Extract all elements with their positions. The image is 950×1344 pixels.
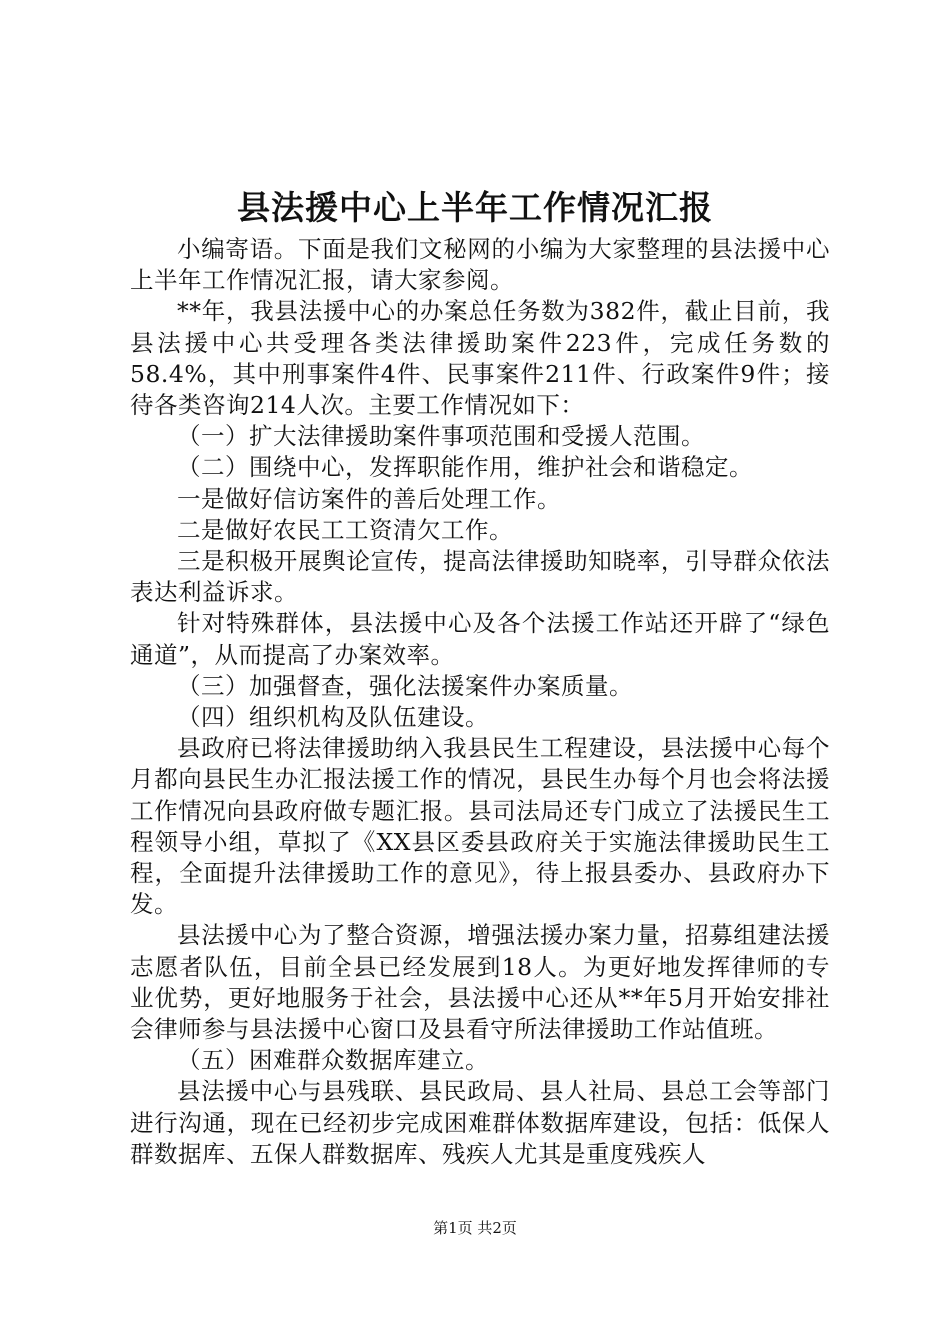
list-item-2: 二是做好农民工工资清欠工作。	[177, 515, 513, 544]
section-heading-4: （四）组织机构及队伍建设。	[177, 703, 489, 732]
document-body	[130, 234, 830, 1170]
list-item-1: 一是做好信访案件的善后处理工作。	[177, 484, 561, 513]
paragraph-database: 县法援中心与县残联、县民政局、县人社局、县总工会等部门进行沟通，现在已经初步完成困难群体数据库建设，包括：低保人群数据库、五保人群数据库、残疾人尤其是重度残疾人	[130, 1077, 830, 1168]
list-item-3: 三是积极开展舆论宣传，提高法律援助知晓率，引导群众依法表达利益诉求。	[130, 547, 830, 607]
section-heading-3: （三）加强督查，强化法援案件办案质量。	[177, 671, 633, 700]
paragraph-volunteers: 县法援中心为了整合资源，增强法援办案力量，招募组建法援志愿者队伍，目前全县已经发展到18人。为更好地发挥律师的专业优势，更好地服务于社会，县法援中心还从**年5月开始安排社会律师参与县法援中心窗口及县看守所法律援助工作站值班。	[130, 921, 830, 1044]
section-heading-2: （二）围绕中心，发挥职能作用，维护社会和谐稳定。	[177, 453, 753, 482]
paragraph-summary: **年，我县法援中心的办案总任务数为382件，截止目前，我县法援中心共受理各类法律援助案件223件，完成任务数的58.4%，其中刑事案件4件、民事案件211件、行政案件9件；接待各类咨询214人次。主要工作情况如下：	[130, 297, 830, 420]
document-title: 县法援中心上半年工作情况汇报	[237, 188, 713, 227]
page-footer: 第1页 共2页	[433, 1219, 517, 1237]
paragraph-organization: 县政府已将法律援助纳入我县民生工程建设，县法援中心每个月都向县民生办汇报法援工作的情况，县民生办每个月也会将法援工作情况向县政府做专题汇报。县司法局还专门成立了法援民生工程领导小组，草拟了《XX县区委县政府关于实施法律援助民生工程，全面提升法律援助工作的意见》，待上报县委办、县政府办下发。	[130, 734, 830, 919]
paragraph-intro: 小编寄语。下面是我们文秘网的小编为大家整理的县法援中心上半年工作情况汇报，请大家参阅。	[130, 235, 830, 295]
paragraph-green-channel: 针对特殊群体，县法援中心及各个法援工作站还开辟了“绿色通道”，从而提高了办案效率。	[130, 609, 830, 669]
section-heading-1: （一）扩大法律援助案件事项范围和受援人范围。	[177, 422, 705, 451]
section-heading-5: （五）困难群众数据库建立。	[177, 1046, 489, 1075]
